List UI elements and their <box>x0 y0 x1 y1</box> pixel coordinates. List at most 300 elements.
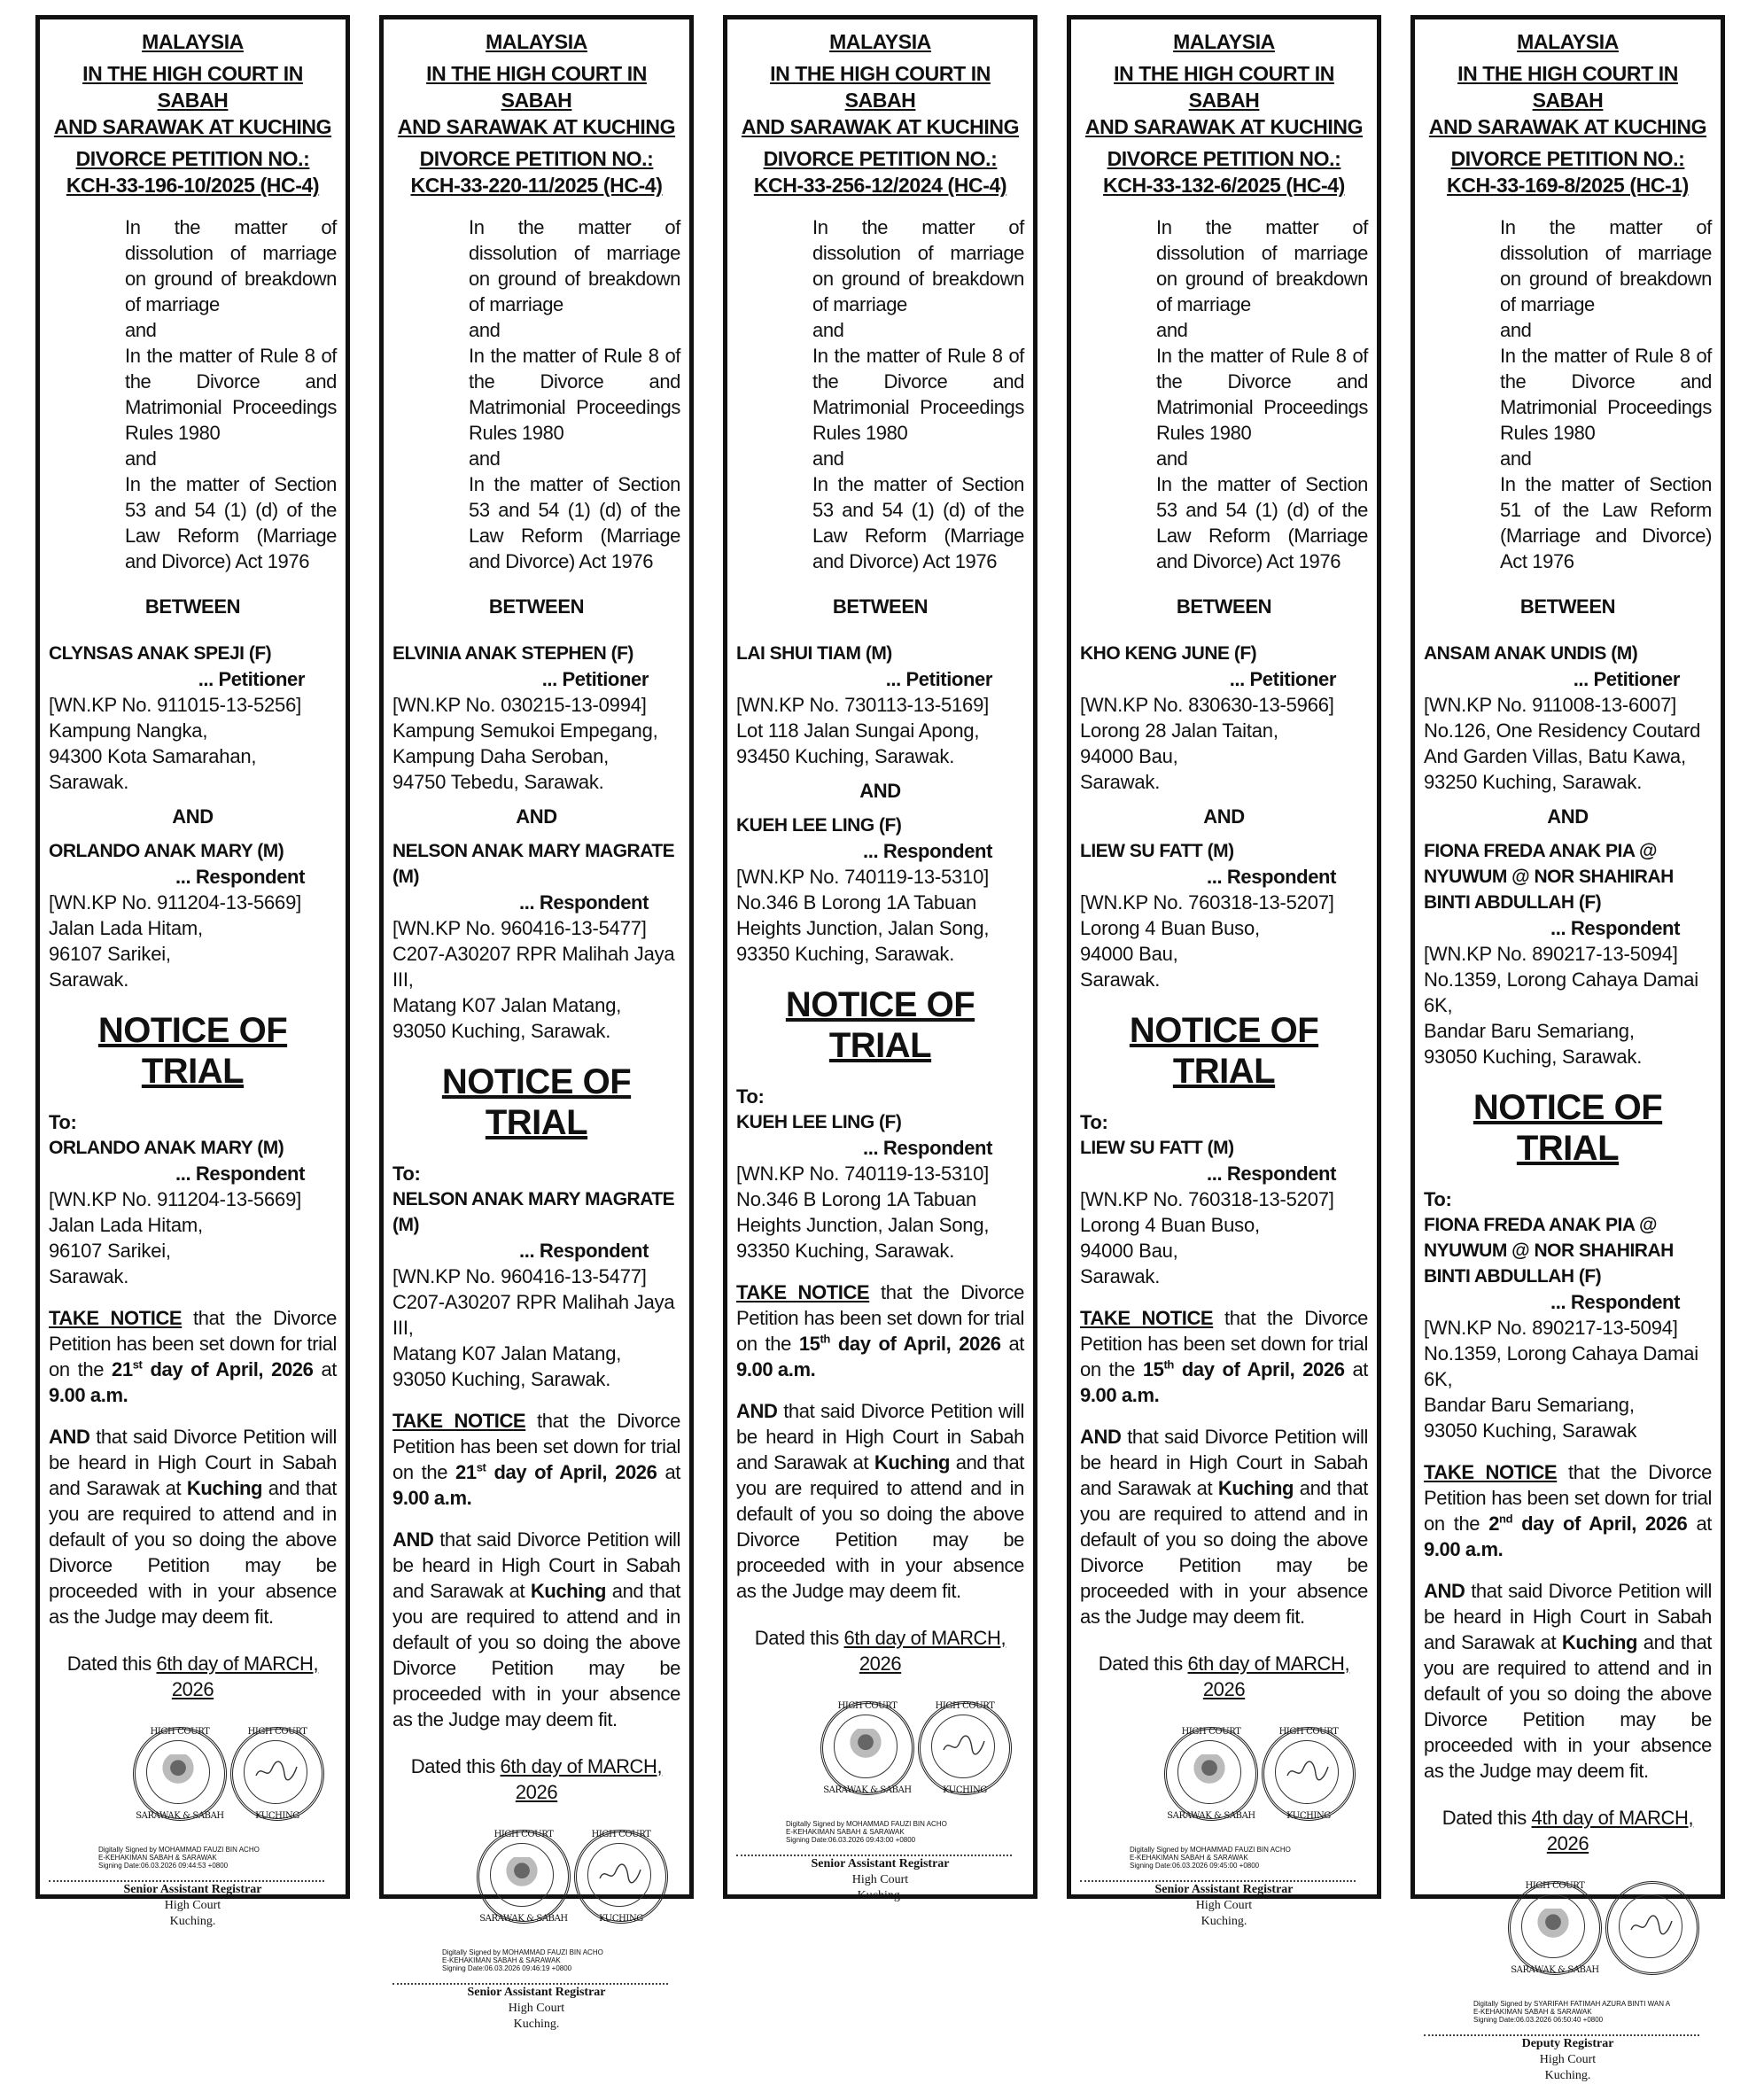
petition-number: KCH-33-169-8/2025 (HC-1) <box>1447 174 1689 197</box>
hearing-paragraph <box>1424 1578 1712 1784</box>
matter-block <box>469 214 680 574</box>
court-heading-line1: IN THE HIGH COURT IN SABAH <box>426 62 647 112</box>
seal-bottom-text: SARAWAK & SABAH <box>479 1914 568 1924</box>
petitioner-address-line: And Garden Villas, Batu Kawa, <box>1424 745 1686 767</box>
petitioner-name: ANSAM ANAK UNDIS (M) <box>1424 643 1638 664</box>
coat-of-arms-icon <box>162 1754 194 1788</box>
seals-area <box>1424 1881 1712 1996</box>
petitioner-address-line: Kampung Nangka, <box>49 719 208 742</box>
to-label: To: <box>49 1111 77 1133</box>
trial-day-suffix: st <box>476 1460 486 1474</box>
signature-stroke <box>1631 1916 1672 1934</box>
to-label: To: <box>392 1163 421 1185</box>
registrar-block <box>736 1856 1024 1904</box>
trial-day: 15 <box>1142 1358 1164 1380</box>
court-heading-line1: IN THE HIGH COURT IN SABAH <box>1114 62 1334 112</box>
trial-time: 9.00 a.m. <box>392 1487 472 1509</box>
notice-body <box>1415 19 1721 2084</box>
respondent-name: FIONA FREDA ANAK PIA @ NYUWUM @ NOR SHAHIRAH BINTI ABDULLAH (F) <box>1424 841 1674 913</box>
to-address-line: C207-A30207 RPR Malihah Jaya III, <box>392 1291 675 1339</box>
and-word: AND <box>736 1400 778 1422</box>
hearing-text-b: and that you are required to attend and in default of you so doing the above Divorce Petition may be proceeded with in your absence as the Judge may deem fit. <box>392 1580 680 1730</box>
trial-date <box>1143 1358 1345 1380</box>
to-role: ... Respondent <box>1207 1163 1336 1185</box>
hearing-text-a: that said Divorce Petition will be heard in High Court in Sabah and Sarawak at <box>1424 1580 1712 1653</box>
respondent-name: NELSON ANAK MARY MAGRATE (M) <box>392 841 675 887</box>
respondent-address-line: 94000 Bau, <box>1080 943 1178 965</box>
matter-line: In the matter of Section 51 of the Law Reform (Marriage and Divorce) Act 1976 <box>1500 473 1712 572</box>
matter-line: In the matter of Section 53 and 54 (1) (d) of the Law Reform (Marriage and Divorce) Act 1976 <box>1156 473 1368 572</box>
hearing-text-b: and that you are required to attend and in default of you so doing the above Divorce Petition may be proceeded with in your absence as the Judge may deem fit. <box>736 1451 1024 1602</box>
respondent-address-line: Sarawak. <box>1080 968 1161 991</box>
respondent-address-line: [WN.KP No. 740119-13-5310] <box>736 866 990 888</box>
trial-day: 21 <box>455 1461 477 1483</box>
seals-area <box>736 1701 1024 1816</box>
petition-label: DIVORCE PETITION NO.: <box>75 147 310 170</box>
dated-line <box>1424 1805 1712 1856</box>
respondent-address-line: Sarawak. <box>49 968 129 991</box>
digital-signature-line: Signing Date:06.03.2026 09:45:00 +0800 <box>1130 1862 1260 1870</box>
digital-signature-line: E-KEHAKIMAN SABAH & SARAWAK <box>98 1854 217 1862</box>
trial-date-rest: day of April, 2026 <box>1512 1512 1688 1535</box>
petitioner-address-line: [WN.KP No. 730113-13-5169] <box>736 694 990 716</box>
registrar-location: Kuching. <box>1201 1915 1247 1928</box>
to-role: ... Respondent <box>863 1137 992 1159</box>
matter-line: In the matter of Rule 8 of the Divorce and Matrimonial Proceedings Rules 1980 <box>1500 345 1712 444</box>
matter-line: In the matter of Section 53 and 54 (1) (d) of the Law Reform (Marriage and Divorce) Act 1976 <box>812 473 1024 572</box>
petitioner-name: ELVINIA ANAK STEPHEN (F) <box>392 643 633 664</box>
petitioner-address-line: [WN.KP No. 911015-13-5256] <box>49 694 302 716</box>
dated-date: 6th day of MARCH, <box>500 1755 663 1777</box>
notice-column <box>1410 15 1725 2082</box>
to-address-line: Matang K07 Jalan Matang, <box>392 1342 622 1365</box>
take-notice-label: TAKE NOTICE <box>392 1410 526 1432</box>
respondent-address-line: [WN.KP No. 890217-13-5094] <box>1424 943 1678 965</box>
court-heading-line1: IN THE HIGH COURT IN SABAH <box>82 62 303 112</box>
court-heading-line2: AND SARAWAK AT KUCHING <box>741 115 1020 138</box>
respondent-role: ... Respondent <box>175 866 305 888</box>
respondent-address-line: [WN.KP No. 760318-13-5207] <box>1080 891 1334 914</box>
petitioner-address-line: No.126, One Residency Coutard <box>1424 719 1701 742</box>
registrar-seal-icon <box>230 1727 324 1821</box>
coat-of-arms-icon <box>850 1729 882 1762</box>
matter-line: and <box>469 447 501 470</box>
take-notice-label: TAKE NOTICE <box>49 1307 183 1329</box>
to-label: To: <box>736 1085 765 1108</box>
to-address-line: 93050 Kuching, Sarawak <box>1424 1419 1637 1442</box>
take-notice-paragraph <box>1424 1459 1712 1562</box>
respondent-name: KUEH LEE LING (F) <box>736 815 902 836</box>
take-notice-text: that the Divorce Petition has been set down for trial on the <box>49 1307 337 1380</box>
respondent-name: ORLANDO ANAK MARY (M) <box>49 841 284 861</box>
digital-signature-block <box>736 1820 1024 1844</box>
seal-bottom-text: KUCHING <box>943 1785 987 1795</box>
matter-block <box>812 214 1024 574</box>
between-label: BETWEEN <box>1176 595 1272 618</box>
respondent-role: ... Respondent <box>1550 917 1680 939</box>
country-heading: MALAYSIA <box>829 30 931 53</box>
and-label: AND <box>1547 805 1589 828</box>
to-address-line: [WN.KP No. 960416-13-5477] <box>392 1265 647 1287</box>
take-notice-paragraph <box>1080 1305 1368 1408</box>
to-address-line: 93350 Kuching, Sarawak. <box>736 1240 955 1262</box>
to-role: ... Respondent <box>519 1240 649 1262</box>
take-notice-label: TAKE NOTICE <box>1080 1307 1214 1329</box>
court-heading-line2: AND SARAWAK AT KUCHING <box>1084 115 1364 138</box>
digital-signature-line: Digitally Signed by MOHAMMAD FAUZI BIN ACHO <box>786 1820 947 1828</box>
and-word: AND <box>1424 1580 1465 1602</box>
hearing-text-b: and that you are required to attend and in default of you so doing the above Divorce Petition may be proceeded with in your absence as the Judge may deem fit. <box>49 1477 337 1628</box>
petitioner-name: LAI SHUI TIAM (M) <box>736 643 892 664</box>
digital-signature-block <box>49 1846 337 1870</box>
hearing-paragraph <box>392 1527 680 1732</box>
court-heading-line2: AND SARAWAK AT KUCHING <box>1428 115 1707 138</box>
trial-time: 9.00 a.m. <box>736 1358 816 1380</box>
matter-line: In the matter of dissolution of marriage on ground of breakdown of marriage <box>812 216 1024 315</box>
trial-time: 9.00 a.m. <box>1424 1538 1504 1560</box>
registrar-location: Kuching. <box>1544 2069 1591 2082</box>
respondent-address-line: Heights Junction, Jalan Song, <box>736 917 990 939</box>
signature-icon <box>1628 1914 1675 1937</box>
seal-bottom-text: SARAWAK & SABAH <box>1167 1811 1255 1821</box>
trial-date <box>112 1358 313 1380</box>
dated-line <box>736 1625 1024 1676</box>
between-label: BETWEEN <box>144 595 241 618</box>
coat-of-arms-icon <box>1537 1909 1569 1942</box>
to-name: NELSON ANAK MARY MAGRATE (M) <box>392 1189 675 1235</box>
at-text: at <box>313 1358 338 1380</box>
dated-date: 6th day of MARCH, <box>156 1652 319 1675</box>
seal-top-text: HIGH COURT <box>150 1727 210 1737</box>
petition-number: KCH-33-256-12/2024 (HC-4) <box>753 174 1007 197</box>
digital-signature-block <box>1080 1846 1368 1870</box>
digital-signature-line: Digitally Signed by SYARIFAH FATIMAH AZURA BINTI WAN A <box>1473 2000 1671 2008</box>
dated-year: 2026 <box>515 1781 558 1803</box>
matter-line: In the matter of Section 53 and 54 (1) (d) of the Law Reform (Marriage and Divorce) Act 1976 <box>125 473 337 572</box>
petition-number: KCH-33-132-6/2025 (HC-4) <box>1103 174 1345 197</box>
take-notice-text: that the Divorce Petition has been set down for trial on the <box>392 1410 680 1483</box>
and-label: AND <box>172 805 214 828</box>
court-seal-icon <box>820 1701 914 1795</box>
respondent-role: ... Respondent <box>863 840 992 862</box>
registrar-court: High Court <box>508 2002 565 2015</box>
signature-icon <box>596 1862 644 1886</box>
and-word: AND <box>49 1426 90 1448</box>
court-heading-line1: IN THE HIGH COURT IN SABAH <box>1457 62 1678 112</box>
digital-signature-line: Signing Date:06.03.2026 09:43:00 +0800 <box>786 1836 916 1844</box>
matter-block <box>125 214 337 574</box>
trial-date-rest: day of April, 2026 <box>142 1358 314 1380</box>
matter-line: and <box>1500 447 1532 470</box>
to-address-line: 94000 Bau, <box>1080 1240 1178 1262</box>
to-role: ... Respondent <box>1550 1291 1680 1313</box>
respondent-address-line: Matang K07 Jalan Matang, <box>392 994 622 1016</box>
notice-title: NOTICE OF TRIAL <box>441 1062 632 1142</box>
notice-column <box>1067 15 1381 1928</box>
registrar-block <box>392 1985 680 2033</box>
at-text: at <box>1687 1512 1712 1535</box>
to-address-line: Bandar Baru Semariang, <box>1424 1394 1635 1416</box>
signature-stroke <box>256 1761 297 1780</box>
respondent-address-line: Bandar Baru Semariang, <box>1424 1020 1635 1042</box>
petition-number: KCH-33-196-10/2025 (HC-4) <box>66 174 320 197</box>
dated-prefix: Dated this <box>1442 1807 1532 1829</box>
notice-column <box>723 15 1037 1902</box>
petitioner-address-line: [WN.KP No. 830630-13-5966] <box>1080 694 1334 716</box>
venue-kuching: Kuching <box>874 1451 951 1474</box>
dated-year: 2026 <box>171 1678 214 1700</box>
registrar-court: High Court <box>164 1899 221 1912</box>
digital-signature-line: Digitally Signed by MOHAMMAD FAUZI BIN ACHO <box>98 1846 260 1854</box>
matter-line: In the matter of Rule 8 of the Divorce and Matrimonial Proceedings Rules 1980 <box>812 345 1024 444</box>
signature-icon <box>253 1760 300 1783</box>
seal-top-text: HIGH COURT <box>935 1701 995 1711</box>
signature-icon <box>1284 1760 1332 1783</box>
court-heading-line1: IN THE HIGH COURT IN SABAH <box>770 62 991 112</box>
to-address-line: [WN.KP No. 890217-13-5094] <box>1424 1317 1678 1339</box>
dated-prefix: Dated this <box>754 1627 844 1649</box>
respondent-address-line: [WN.KP No. 960416-13-5477] <box>392 917 647 939</box>
country-heading: MALAYSIA <box>142 30 244 53</box>
digital-signature-block <box>392 1948 680 1972</box>
petitioner-address-line: Kampung Semukoi Empegang, <box>392 719 658 742</box>
to-address-line: [WN.KP No. 760318-13-5207] <box>1080 1188 1334 1210</box>
registrar-court: High Court <box>1539 2053 1597 2066</box>
to-address-line: [WN.KP No. 911204-13-5669] <box>49 1188 302 1210</box>
matter-line: In the matter of Rule 8 of the Divorce and Matrimonial Proceedings Rules 1980 <box>125 345 337 444</box>
notice-body <box>384 19 689 2033</box>
to-address-line: No.1359, Lorong Cahaya Damai 6K, <box>1424 1342 1698 1390</box>
and-label: AND <box>516 805 557 828</box>
hearing-paragraph <box>49 1424 337 1629</box>
seal-bottom-text: SARAWAK & SABAH <box>823 1785 912 1795</box>
at-text: at <box>1000 1333 1024 1355</box>
registrar-seal-icon <box>1262 1727 1356 1821</box>
matter-line: In the matter of dissolution of marriage on ground of breakdown of marriage <box>125 216 337 315</box>
registrar-block <box>49 1882 337 1930</box>
digital-signature-line: Signing Date:06.03.2026 09:44:53 +0800 <box>98 1862 229 1870</box>
and-label: AND <box>859 780 901 802</box>
to-address-line: Lorong 4 Buan Buso, <box>1080 1214 1260 1236</box>
take-notice-label: TAKE NOTICE <box>1424 1461 1558 1483</box>
seal-bottom-text: KUCHING <box>1286 1811 1331 1821</box>
hearing-text-b: and that you are required to attend and in default of you so doing the above Divorce Petition may be proceeded with in your absence as the Judge may deem fit. <box>1080 1477 1368 1628</box>
matter-line: and <box>1156 319 1188 341</box>
between-label: BETWEEN <box>488 595 585 618</box>
dated-date: 6th day of MARCH, <box>1187 1652 1350 1675</box>
to-role: ... Respondent <box>175 1163 305 1185</box>
registrar-title: Senior Assistant Registrar <box>123 1883 262 1896</box>
trial-date <box>1488 1512 1687 1535</box>
notice-title: NOTICE OF TRIAL <box>785 985 975 1065</box>
to-address-line: [WN.KP No. 740119-13-5310] <box>736 1163 990 1185</box>
coat-of-arms-icon <box>506 1857 538 1891</box>
seal-top-text: HIGH COURT <box>493 1830 554 1839</box>
notice-body <box>1071 19 1377 1930</box>
seal-top-text: HIGH COURT <box>837 1701 898 1711</box>
petition-label: DIVORCE PETITION NO.: <box>419 147 654 170</box>
petitioner-address-line: [WN.KP No. 911008-13-6007] <box>1424 694 1677 716</box>
petitioner-address-line: Kampung Daha Seroban, <box>392 745 610 767</box>
take-notice-text: that the Divorce Petition has been set down for trial on the <box>1424 1461 1712 1535</box>
petitioner-name: KHO KENG JUNE (F) <box>1080 643 1257 664</box>
to-address-line: Sarawak. <box>1080 1265 1161 1287</box>
to-address-line: 93050 Kuching, Sarawak. <box>392 1368 611 1390</box>
take-notice-label: TAKE NOTICE <box>736 1281 870 1303</box>
notice-body <box>727 19 1033 1904</box>
venue-kuching: Kuching <box>1561 1631 1638 1653</box>
digital-signature-line: Digitally Signed by MOHAMMAD FAUZI BIN ACHO <box>442 1948 603 1956</box>
between-label: BETWEEN <box>1519 595 1616 618</box>
take-notice-paragraph <box>392 1408 680 1511</box>
petition-label: DIVORCE PETITION NO.: <box>763 147 998 170</box>
to-name: KUEH LEE LING (F) <box>736 1112 902 1132</box>
hearing-text-a: that said Divorce Petition will be heard in High Court in Sabah and Sarawak at <box>49 1426 337 1499</box>
registrar-title: Senior Assistant Registrar <box>1154 1883 1294 1896</box>
notice-column <box>35 15 350 1928</box>
take-notice-text: that the Divorce Petition has been set down for trial on the <box>736 1281 1024 1355</box>
petitioner-address-line: [WN.KP No. 030215-13-0994] <box>392 694 647 716</box>
matter-line: In the matter of dissolution of marriage on ground of breakdown of marriage <box>469 216 680 315</box>
digital-signature-line: Signing Date:06.03.2026 06:50:40 +0800 <box>1473 2016 1604 2024</box>
between-label: BETWEEN <box>832 595 929 618</box>
notice-title: NOTICE OF TRIAL <box>97 1011 288 1091</box>
country-heading: MALAYSIA <box>1173 30 1275 53</box>
dated-year: 2026 <box>1546 1832 1589 1855</box>
to-address-line: 96107 Sarikei, <box>49 1240 171 1262</box>
take-notice-paragraph <box>49 1305 337 1408</box>
signature-stroke <box>944 1736 984 1754</box>
respondent-role: ... Respondent <box>519 891 649 914</box>
registrar-block <box>1080 1882 1368 1930</box>
trial-day-suffix: th <box>1163 1357 1174 1372</box>
respondent-address-line: 93050 Kuching, Sarawak. <box>1424 1046 1643 1068</box>
petitioner-role: ... Petitioner <box>1573 668 1680 690</box>
respondent-address-line: Lorong 4 Buan Buso, <box>1080 917 1260 939</box>
to-address-line: Jalan Lada Hitam, <box>49 1214 203 1236</box>
matter-line: In the matter of Rule 8 of the Divorce and Matrimonial Proceedings Rules 1980 <box>469 345 680 444</box>
to-label: To: <box>1424 1188 1452 1210</box>
dated-line <box>49 1651 337 1702</box>
digital-signature-line: E-KEHAKIMAN SABAH & SARAWAK <box>1473 2008 1592 2016</box>
petition-number: KCH-33-220-11/2025 (HC-4) <box>410 174 663 197</box>
digital-signature-line: E-KEHAKIMAN SABAH & SARAWAK <box>786 1828 905 1836</box>
registrar-block <box>1424 2036 1712 2084</box>
digital-signature-block <box>1424 2000 1712 2024</box>
registrar-location: Kuching. <box>513 2018 560 2031</box>
trial-time: 9.00 a.m. <box>49 1384 128 1406</box>
country-heading: MALAYSIA <box>486 30 587 53</box>
hearing-text-a: that said Divorce Petition will be heard in High Court in Sabah and Sarawak at <box>392 1528 680 1602</box>
venue-kuching: Kuching <box>1217 1477 1294 1499</box>
respondent-address-line: No.1359, Lorong Cahaya Damai 6K, <box>1424 968 1698 1016</box>
petitioner-address-line: 93450 Kuching, Sarawak. <box>736 745 955 767</box>
respondent-name: LIEW SU FATT (M) <box>1080 841 1234 861</box>
to-address-line: No.346 B Lorong 1A Tabuan <box>736 1188 977 1210</box>
petitioner-address-line: Lot 118 Jalan Sungai Apong, <box>736 719 980 742</box>
respondent-address-line: C207-A30207 RPR Malihah Jaya III, <box>392 943 675 991</box>
matter-line: and <box>1500 319 1532 341</box>
court-heading-line2: AND SARAWAK AT KUCHING <box>397 115 676 138</box>
seals-area <box>392 1830 680 1945</box>
signature-stroke <box>1287 1761 1328 1780</box>
petitioner-address-line: 94000 Bau, <box>1080 745 1178 767</box>
country-heading: MALAYSIA <box>1517 30 1619 53</box>
registrar-seal-icon <box>918 1701 1012 1795</box>
petitioner-address-line: Sarawak. <box>49 771 129 793</box>
hearing-text-b: and that you are required to attend and in default of you so doing the above Divorce Petition may be proceeded with in your absence as the Judge may deem fit. <box>1424 1631 1712 1782</box>
dated-date: 4th day of MARCH, <box>1531 1807 1694 1829</box>
seal-bottom-text: SARAWAK & SABAH <box>136 1811 224 1821</box>
and-label: AND <box>1203 805 1245 828</box>
trial-time: 9.00 a.m. <box>1080 1384 1160 1406</box>
seal-top-text: HIGH COURT <box>1278 1727 1339 1737</box>
court-seal-icon <box>133 1727 227 1821</box>
matter-line: In the matter of dissolution of marriage on ground of breakdown of marriage <box>1156 216 1368 315</box>
to-label: To: <box>1080 1111 1108 1133</box>
at-text: at <box>1344 1358 1368 1380</box>
to-address-line: Heights Junction, Jalan Song, <box>736 1214 990 1236</box>
matter-line: and <box>125 447 157 470</box>
court-heading-line2: AND SARAWAK AT KUCHING <box>53 115 332 138</box>
petitioner-address-line: 94750 Tebedu, Sarawak. <box>392 771 604 793</box>
petitioner-address-line: Sarawak. <box>1080 771 1161 793</box>
take-notice-paragraph <box>736 1279 1024 1382</box>
notice-title: NOTICE OF TRIAL <box>1473 1088 1663 1168</box>
registrar-title: Deputy Registrar <box>1521 2037 1614 2050</box>
registrar-court: High Court <box>1195 1899 1253 1912</box>
to-name: LIEW SU FATT (M) <box>1080 1138 1234 1158</box>
trial-day: 21 <box>112 1358 133 1380</box>
petition-label: DIVORCE PETITION NO.: <box>1107 147 1341 170</box>
matter-block <box>1156 214 1368 574</box>
petitioner-role: ... Petitioner <box>541 668 649 690</box>
petitioner-role: ... Petitioner <box>1229 668 1336 690</box>
seal-bottom-text: KUCHING <box>599 1914 643 1924</box>
petitioner-address-line: 93250 Kuching, Sarawak. <box>1424 771 1643 793</box>
seal-top-text: HIGH COURT <box>1181 1727 1241 1737</box>
respondent-address-line: 93050 Kuching, Sarawak. <box>392 1020 611 1042</box>
trial-day-suffix: nd <box>1499 1512 1513 1526</box>
hearing-paragraph <box>736 1398 1024 1604</box>
signature-icon <box>940 1734 988 1757</box>
dated-date: 6th day of MARCH, <box>843 1627 1006 1649</box>
registrar-location: Kuching. <box>857 1889 904 1902</box>
venue-kuching: Kuching <box>186 1477 263 1499</box>
signature-stroke <box>600 1864 641 1883</box>
matter-line: and <box>1156 447 1188 470</box>
petitioner-name: CLYNSAS ANAK SPEJI (F) <box>49 643 272 664</box>
trial-day: 15 <box>798 1333 820 1355</box>
and-word: AND <box>1080 1426 1122 1448</box>
petitioner-role: ... Petitioner <box>198 668 305 690</box>
notice-column <box>379 15 694 2031</box>
petitioner-role: ... Petitioner <box>885 668 992 690</box>
trial-day-suffix: th <box>820 1332 830 1346</box>
dated-year: 2026 <box>1202 1678 1246 1700</box>
coat-of-arms-icon <box>1193 1754 1225 1788</box>
seal-bottom-text: KUCHING <box>255 1811 299 1821</box>
seal-top-text: HIGH COURT <box>1525 1881 1585 1891</box>
dated-prefix: Dated this <box>1098 1652 1188 1675</box>
registrar-title: Senior Assistant Registrar <box>811 1857 950 1870</box>
digital-signature-line: Signing Date:06.03.2026 09:46:19 +0800 <box>442 1964 572 1972</box>
petitioner-address-line: 94300 Kota Samarahan, <box>49 745 257 767</box>
matter-block <box>1500 214 1712 574</box>
hearing-text-a: that said Divorce Petition will be heard in High Court in Sabah and Sarawak at <box>1080 1426 1368 1499</box>
registrar-seal-icon <box>574 1830 668 1924</box>
to-address-line: Sarawak. <box>49 1265 129 1287</box>
